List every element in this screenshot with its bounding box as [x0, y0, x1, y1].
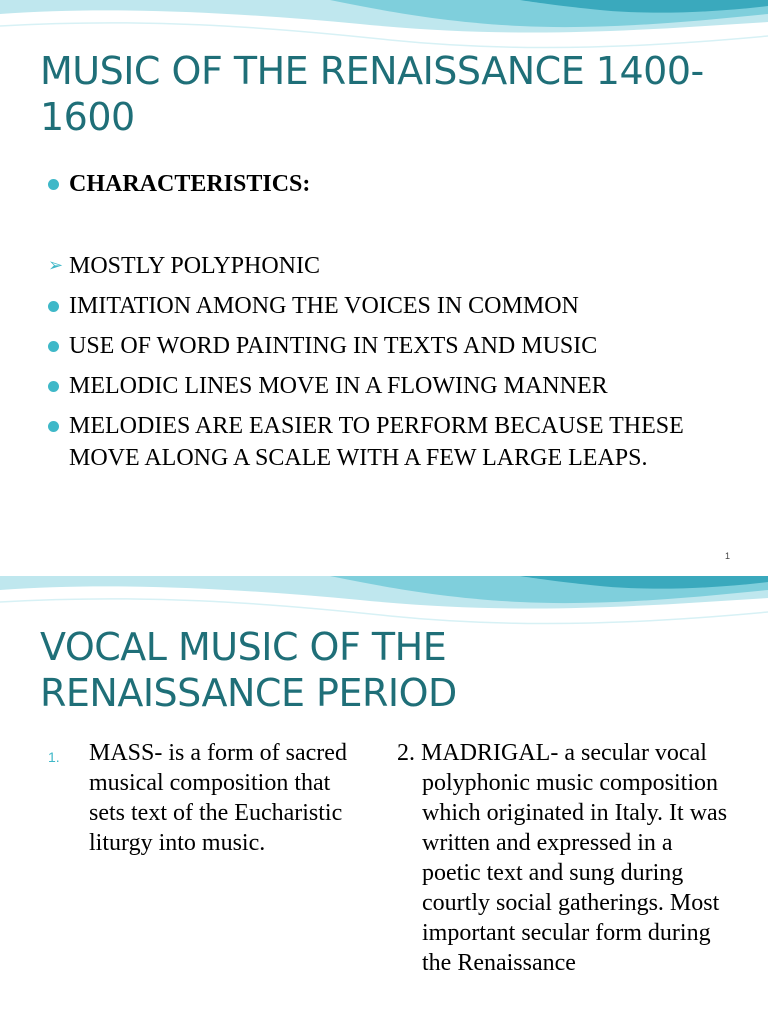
list-item-text: MELODIES ARE EASIER TO PERFORM BECAUSE THESE MOVE ALONG A SCALE WITH A FEW LARGE LEAPS. [69, 413, 684, 471]
characteristics-heading-item [48, 168, 749, 200]
arrow-bullet-icon: ➢ [48, 255, 64, 276]
characteristics-heading: CHARACTERISTICS: [69, 171, 311, 197]
bullet-dot-icon [48, 179, 59, 190]
slide-title: VOCAL MUSIC OF THE RENAISSANCE PERIOD [40, 625, 457, 716]
madrigal-text: 2. MADRIGAL- a secular vocal polyphonic music composition which originated in Italy. It was written and expressed in a poetic text and sung during courtly social gatherings. Most important secular form during the Renaissance [397, 740, 728, 976]
bullet-dot-icon [48, 341, 59, 352]
slide-2 [0, 576, 768, 1024]
list-item-text: MOSTLY POLYPHONIC [69, 253, 320, 279]
list-item [48, 250, 749, 282]
list-item-text: USE OF WORD PAINTING IN TEXTS AND MUSIC [69, 333, 598, 359]
bullet-dot-icon [48, 421, 59, 432]
list-item-text: IMITATION AMONG THE VOICES IN COMMON [69, 293, 579, 319]
list-number: 1. [48, 749, 60, 765]
mass-text: MASS- is a form of sacred musical composition that sets text of the Eucharistic liturgy into music. [89, 740, 347, 856]
list-item [48, 290, 749, 322]
page-number: 1 [724, 551, 730, 561]
madrigal-column [397, 738, 737, 978]
list-item-text: MELODIC LINES MOVE IN A FLOWING MANNER [69, 373, 608, 399]
list-item [48, 330, 749, 362]
mass-column [48, 738, 368, 858]
bullet-dot-icon [48, 301, 59, 312]
list-item [48, 370, 749, 402]
bullet-dot-icon [48, 381, 59, 392]
slide-title: MUSIC OF THE RENAISSANCE 1400-1600 [40, 49, 704, 140]
list-item [48, 410, 709, 474]
